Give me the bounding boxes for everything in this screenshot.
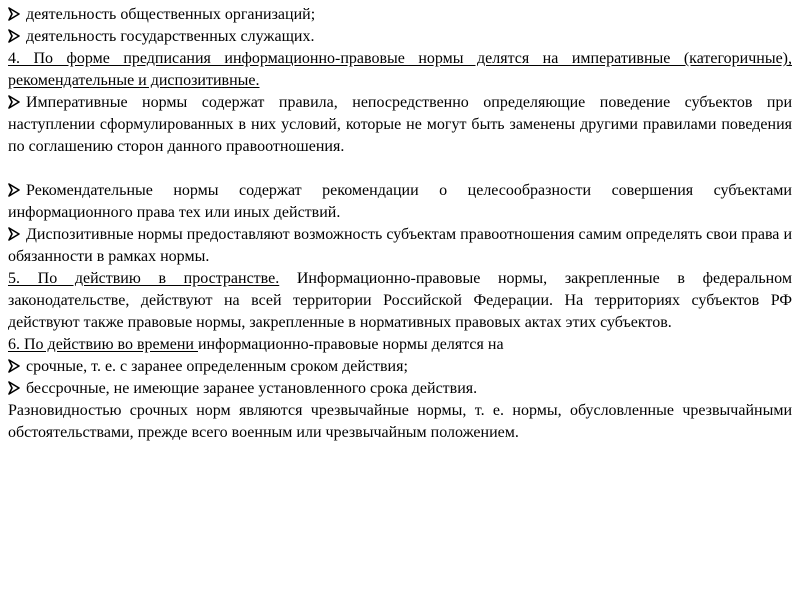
bullet-text: деятельность общественных организаций; — [26, 6, 316, 23]
section-5-paragraph — [8, 268, 792, 334]
bullet-text: Рекомендательные нормы содержат рекомендации о целесообразности совершения субъектами информационного права тех или иных действий. — [8, 182, 792, 221]
bullet-imperative-norms — [8, 92, 792, 158]
arrowhead-bullet-icon — [8, 183, 20, 197]
section-4-underlined-text: 4. По форме предписания информационно-правовые нормы делятся на императивные (категоричные), рекомендательные и диспозитивные. — [8, 50, 792, 89]
arrowhead-bullet-icon — [8, 95, 20, 109]
bullet-recommendatory-norms — [8, 180, 792, 224]
closing-paragraph — [8, 400, 792, 444]
arrowhead-bullet-icon — [8, 359, 20, 373]
section-5-text: Информационно-правовые нормы, закрепленные в федеральном законодательстве, действуют на всей территории Российской Федерации. На территориях субъектов РФ действуют также правовые нормы, закрепленные в нормативных правовых актах этих субъектов. — [8, 270, 792, 331]
bullet-fixed-term — [8, 356, 792, 378]
bullet-text: срочные, т. е. с заранее определенным сроком действия; — [26, 358, 408, 375]
slide-content — [8, 4, 792, 444]
arrowhead-bullet-icon — [8, 29, 20, 43]
bullet-text: Императивные нормы содержат правила, непосредственно определяющие поведение субъектов при наступлении сформулированных в них условий, которые не могут быть заменены другими правилами поведения по соглашению сторон данного правоотношения. — [8, 94, 792, 155]
section-4-heading — [8, 48, 792, 92]
bullet-state-employees — [8, 26, 792, 48]
bullet-dispositive-norms — [8, 224, 792, 268]
section-5-underlined-heading: 5. По действию в пространстве. — [8, 270, 280, 287]
section-6-underlined-heading: 6. По действию во времени — [8, 336, 198, 353]
section-6-text: информационно-правовые нормы делятся на — [197, 336, 504, 353]
arrowhead-bullet-icon — [8, 227, 20, 241]
closing-text: Разновидностью срочных норм являются чрезвычайные нормы, т. е. нормы, обусловленные чрезвычайными обстоятельствами, прежде всего военным или чрезвычайным положением. — [8, 402, 792, 441]
arrowhead-bullet-icon — [8, 381, 20, 395]
bullet-indefinite-term — [8, 378, 792, 400]
section-6-paragraph — [8, 334, 792, 356]
bullet-public-organizations — [8, 4, 792, 26]
arrowhead-bullet-icon — [8, 7, 20, 21]
bullet-text: деятельность государственных служащих. — [26, 28, 315, 45]
spacer — [8, 158, 792, 180]
bullet-text: Диспозитивные нормы предоставляют возможность субъектам правоотношения самим определять свои права и обязанности в рамках нормы. — [8, 226, 792, 265]
bullet-text: бессрочные, не имеющие заранее установленного срока действия. — [26, 380, 478, 397]
